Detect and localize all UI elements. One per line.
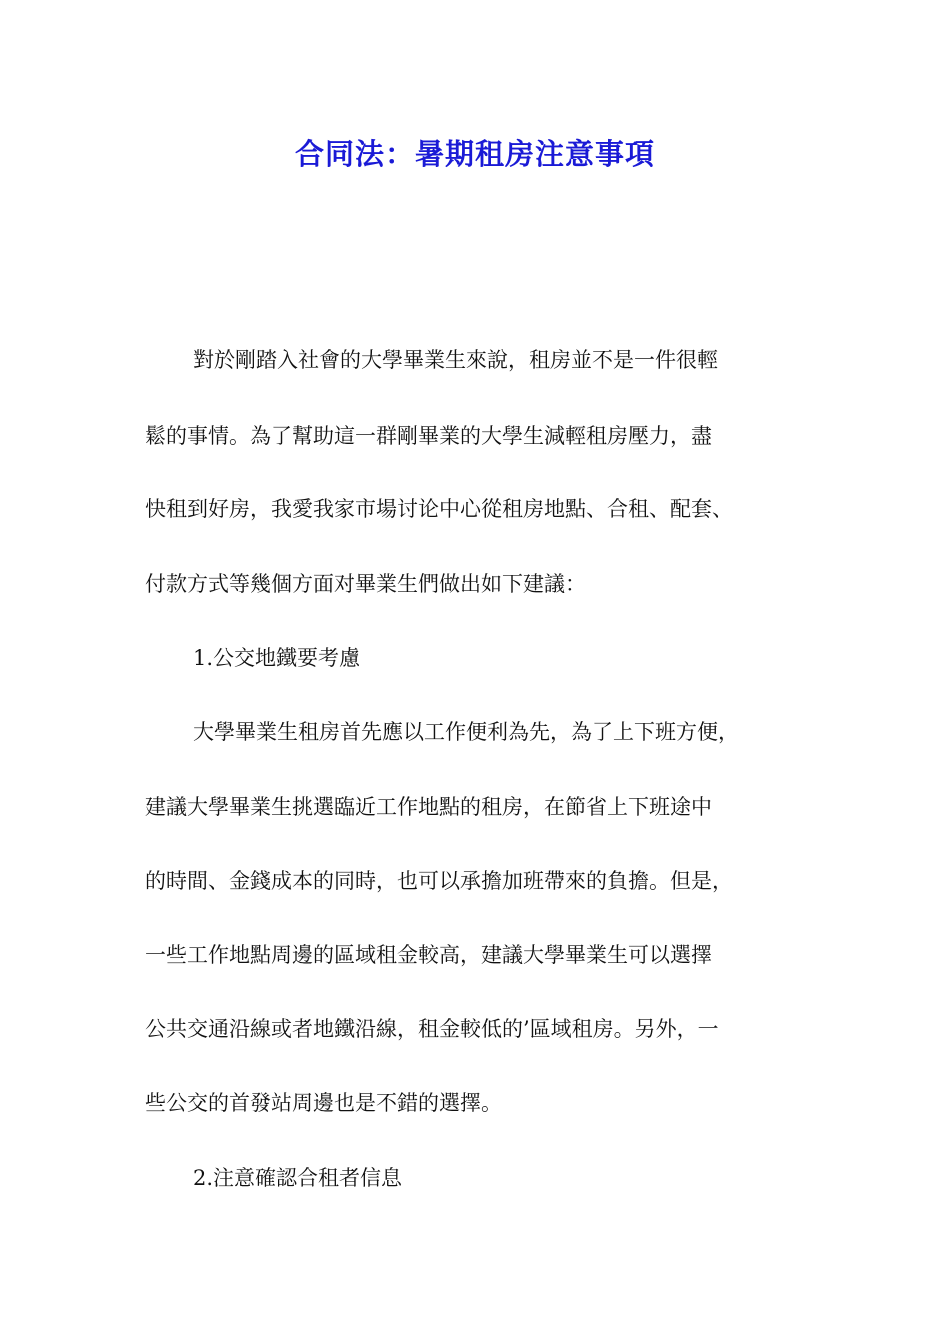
paragraph-line: 快租到好房，我愛我家市場讨论中心從租房地點、合租、配套、 xyxy=(145,497,733,521)
paragraph-line: 對於剛踏入社會的大學畢業生來說，租房並不是一件很輕 xyxy=(193,348,718,372)
section-heading: 2.注意確認合租者信息 xyxy=(193,1166,403,1190)
paragraph-line: 鬆的事情。為了幫助這一群剛畢業的大學生減輕租房壓力，盡 xyxy=(145,424,712,448)
paragraph-line: 建議大學畢業生挑選臨近工作地點的租房，在節省上下班途中 xyxy=(145,795,712,819)
paragraph-line: 公共交通沿線或者地鐵沿線，租金較低的’區域租房。另外，一 xyxy=(145,1017,719,1041)
paragraph-line: 大學畢業生租房首先應以工作便利為先，為了上下班方便， xyxy=(193,720,739,744)
paragraph-line: 一些工作地點周邊的區域租金較高，建議大學畢業生可以選擇 xyxy=(145,943,712,967)
paragraph-line: 些公交的首發站周邊也是不錯的選擇。 xyxy=(145,1091,502,1115)
section-heading: 1.公交地鐵要考慮 xyxy=(193,646,361,670)
document-title: 合同法：暑期租房注意事項 xyxy=(294,137,655,171)
paragraph-line: 付款方式等幾個方面对畢業生們做出如下建議： xyxy=(145,572,586,596)
paragraph-line: 的時間、金錢成本的同時，也可以承擔加班帶來的負擔。但是， xyxy=(145,869,733,893)
